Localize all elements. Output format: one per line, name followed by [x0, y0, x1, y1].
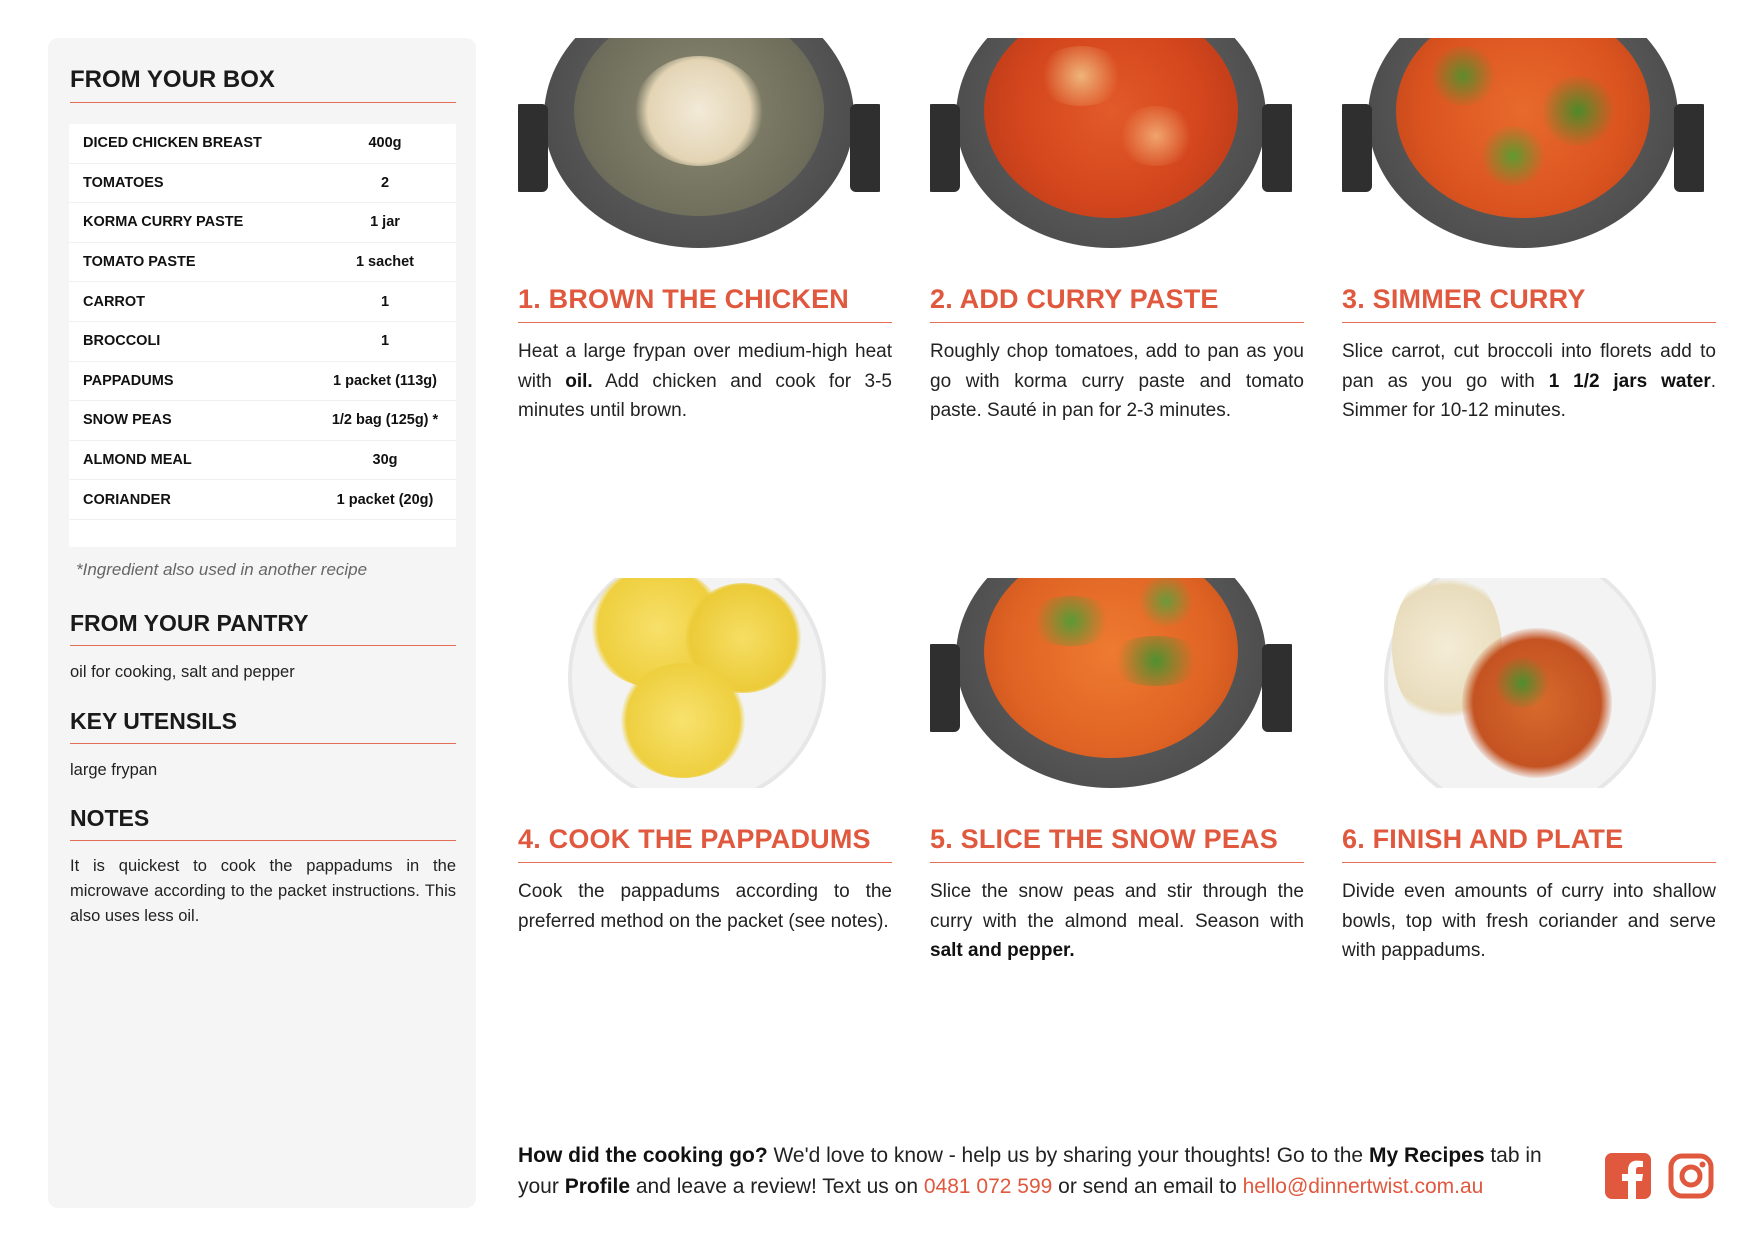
- step-5: [930, 578, 1304, 966]
- step-1: [518, 38, 892, 426]
- utensils-text: large frypan: [70, 761, 158, 779]
- step-instructions: Cook the pappadums according to the preferred method on the packet (see notes).: [518, 881, 892, 932]
- notes-text: It is quickest to cook the pappadums in the microwave according to the packet instructions. This also uses less oil.: [70, 857, 456, 925]
- notes-section-title: NOTES: [70, 805, 456, 841]
- step-6: [1342, 578, 1716, 966]
- table-row: [69, 480, 456, 520]
- instagram-icon[interactable]: [1668, 1153, 1714, 1199]
- step-title: 2. ADD CURRY PASTE: [930, 284, 1304, 323]
- table-row: [69, 441, 456, 481]
- ingredient-qty: 400g: [368, 135, 402, 152]
- ingredient-qty: 30g: [372, 452, 398, 469]
- step-photo-snow-peas-pan: [930, 578, 1292, 788]
- table-row: [69, 124, 456, 164]
- ingredient-qty: 1 packet (113g): [333, 372, 437, 389]
- ingredient-footnote: *Ingredient also used in another recipe: [76, 560, 368, 579]
- ingredient-name: PAPPADUMS: [83, 372, 174, 389]
- pantry-section-title: FROM YOUR PANTRY: [70, 610, 456, 646]
- step-2: [930, 38, 1304, 426]
- step-photo-simmer-pan: [1342, 38, 1704, 248]
- table-row: [69, 164, 456, 204]
- step-instructions: Heat a large frypan over medium-high heat with oil. Add chicken and cook for 3-5 minutes until brown.: [518, 341, 892, 421]
- step-title: 5. SLICE THE SNOW PEAS: [930, 824, 1304, 863]
- ingredient-qty: 1 packet (20g): [336, 491, 434, 508]
- ingredient-name: BROCCOLI: [83, 333, 161, 350]
- step-photo-curry-paste-pan: [930, 38, 1292, 248]
- step-instructions: Slice the snow peas and stir through the curry with the almond meal. Season with salt and pepper.: [930, 881, 1304, 961]
- ingredient-name: SNOW PEAS: [83, 412, 172, 429]
- step-instructions: Divide even amounts of curry into shallow bowls, top with fresh coriander and serve with pappadums.: [1342, 881, 1716, 961]
- ingredient-name: CARROT: [83, 293, 146, 310]
- ingredient-qty: 1/2 bag (125g) *: [331, 412, 439, 429]
- step-3: [1342, 38, 1716, 426]
- step-title: 4. COOK THE PAPPADUMS: [518, 824, 892, 863]
- table-row: [69, 322, 456, 362]
- step-title: 6. FINISH AND PLATE: [1342, 824, 1716, 863]
- table-row: [69, 362, 456, 402]
- step-4: [518, 578, 892, 936]
- ingredient-qty: 1: [380, 293, 390, 310]
- step-photo-pappadums-plate: [518, 578, 880, 788]
- utensils-section-title: KEY UTENSILS: [70, 708, 456, 744]
- step-instructions: Roughly chop tomatoes, add to pan as you go with korma curry paste and tomato paste. Sauté in pan for 2-3 minutes.: [930, 341, 1304, 421]
- step-photo-chicken-pan: [518, 38, 880, 248]
- table-row: [69, 203, 456, 243]
- step-title: 1. BROWN THE CHICKEN: [518, 284, 892, 323]
- ingredients-table: [69, 124, 456, 547]
- table-row: [69, 243, 456, 283]
- ingredient-name: KORMA CURRY PASTE: [83, 214, 244, 231]
- ingredient-name: TOMATO PASTE: [83, 254, 196, 271]
- ingredient-name: DICED CHICKEN BREAST: [83, 135, 262, 152]
- ingredient-name: TOMATOES: [83, 174, 164, 191]
- table-row: [69, 282, 456, 322]
- step-photo-plated-curry: [1342, 578, 1704, 788]
- step-title: 3. SIMMER CURRY: [1342, 284, 1716, 323]
- pantry-text: oil for cooking, salt and pepper: [70, 663, 295, 681]
- box-section-title: FROM YOUR BOX: [70, 66, 456, 103]
- ingredient-qty: 2: [380, 174, 390, 191]
- feedback-footer: How did the cooking go? We'd love to know - help us by sharing your thoughts! Go to the My Recipes tab in your Profile and leave a review! Text us on 0481 072 599 or send an email to hello@dinnertwist.com.au: [518, 1144, 1542, 1198]
- ingredient-qty: 1: [380, 333, 390, 350]
- ingredient-qty: 1 sachet: [355, 254, 415, 271]
- facebook-icon[interactable]: [1605, 1153, 1651, 1199]
- phone-link[interactable]: 0481 072 599: [923, 1175, 1053, 1198]
- ingredient-name: CORIANDER: [83, 491, 171, 508]
- ingredients-sidebar: [48, 38, 476, 1208]
- ingredient-name: ALMOND MEAL: [83, 452, 192, 469]
- email-link[interactable]: hello@dinnertwist.com.au: [1242, 1175, 1484, 1198]
- table-row: [69, 401, 456, 441]
- step-instructions: Slice carrot, cut broccoli into florets add to pan as you go with 1 1/2 jars water. Simmer for 10-12 minutes.: [1342, 341, 1717, 421]
- ingredient-qty: 1 jar: [370, 214, 400, 231]
